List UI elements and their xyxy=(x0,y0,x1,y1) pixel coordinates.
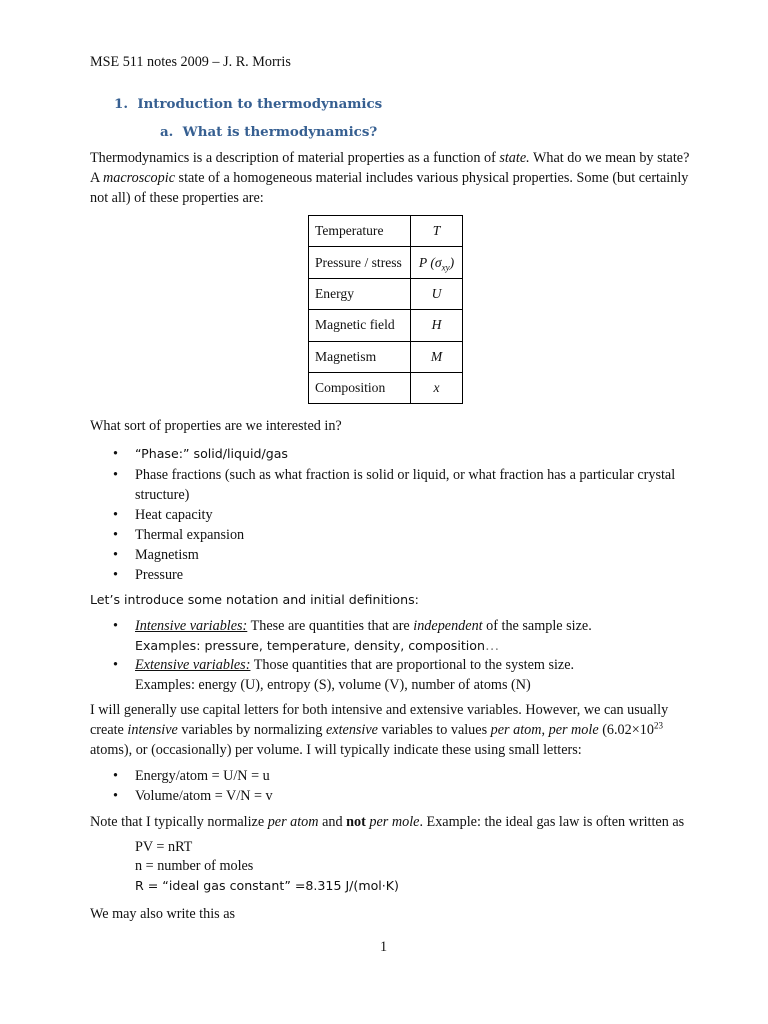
not-term: not xyxy=(346,814,366,830)
symbol-text: P (σ xyxy=(418,254,442,270)
property-symbol: T xyxy=(411,216,463,247)
list-item-text: structure) xyxy=(135,487,190,503)
equation: PV = nRT xyxy=(135,839,193,855)
list-item xyxy=(90,616,690,656)
list-item-text: Volume/atom = V/N = v xyxy=(135,788,273,804)
bullet-marker: • xyxy=(113,507,118,523)
bullet-marker: • xyxy=(113,547,118,563)
interest-question: What sort of properties are we interested in? xyxy=(90,418,342,434)
list-item-text: These are quantities that are xyxy=(247,618,414,634)
subsection-letter: a. xyxy=(160,124,174,140)
list-item xyxy=(90,465,690,505)
list-item xyxy=(90,655,690,695)
paragraph-text: Note that I typically normalize xyxy=(90,814,268,830)
paragraph-text: and xyxy=(318,814,347,830)
normalized-list xyxy=(90,766,690,806)
intro-state-term: state. xyxy=(499,150,530,166)
list-item xyxy=(90,565,690,585)
bullet-marker: • xyxy=(113,618,118,634)
paragraph-text: (6.02×10 xyxy=(598,722,654,738)
table-row xyxy=(309,216,463,247)
bullet-marker: • xyxy=(113,788,118,804)
ellipsis: … xyxy=(484,638,500,654)
list-item xyxy=(90,786,690,806)
paragraph-text: . Example: the ideal gas law is often written as xyxy=(419,814,685,830)
intensive-label: Intensive variables: xyxy=(135,618,248,634)
extensive-examples: Examples: energy (U), entropy (S), volume (V), number of atoms (N) xyxy=(135,677,531,693)
property-name: Energy xyxy=(309,278,411,309)
property-symbol: U xyxy=(411,278,463,309)
extensive-label: Extensive variables: xyxy=(135,657,251,673)
per-mole-term: per mole xyxy=(369,814,420,830)
page-number: 1 xyxy=(380,939,388,955)
section-heading xyxy=(114,94,382,114)
interest-list xyxy=(90,444,690,585)
intensive-term: intensive xyxy=(127,722,178,738)
properties-table xyxy=(308,215,463,404)
intro-text: A xyxy=(90,170,104,186)
intro-text: state of a homogeneous material includes various physical properties. Some (but certainly xyxy=(175,170,689,186)
avogadro-exponent: 23 xyxy=(653,720,663,731)
page-header: MSE 511 notes 2009 – J. R. Morris xyxy=(90,54,291,70)
list-item xyxy=(90,525,690,545)
property-symbol xyxy=(411,247,463,278)
property-name: Magnetism xyxy=(309,341,411,372)
intro-macroscopic-term: macroscopic xyxy=(103,170,175,186)
property-name: Magnetic field xyxy=(309,310,411,341)
list-item-text: Pressure xyxy=(135,567,184,583)
closing-text: We may also write this as xyxy=(90,906,236,922)
independent-term: independent xyxy=(413,618,483,634)
definition: n = number of moles xyxy=(135,858,254,874)
subsection-heading xyxy=(160,122,377,142)
list-item-text: “Phase:” solid/liquid/gas xyxy=(135,446,288,461)
table-row xyxy=(309,372,463,403)
list-item xyxy=(90,444,690,464)
list-item-text: Phase fractions (such as what fraction is solid or liquid, or what fraction has a particular crystal xyxy=(135,467,676,483)
property-name: Composition xyxy=(309,372,411,403)
capitals-paragraph xyxy=(90,700,690,760)
bullet-marker: • xyxy=(113,527,118,543)
table-row xyxy=(309,278,463,309)
list-item-text: Thermal expansion xyxy=(135,527,245,543)
paragraph-text: atoms), or (occasionally) per volume. I will typically indicate these using small letters: xyxy=(90,742,582,758)
intro-paragraph xyxy=(90,148,690,208)
property-symbol: M xyxy=(411,341,463,372)
intro-text: Thermodynamics is a description of material properties as a function of xyxy=(90,150,500,166)
paragraph-text: variables by normalizing xyxy=(177,722,326,738)
bullet-marker: • xyxy=(113,467,118,483)
paragraph-text: I will generally use capital letters for both intensive and extensive variables. However, we can usually xyxy=(90,702,669,718)
section-title: Introduction to thermodynamics xyxy=(137,96,383,112)
list-item xyxy=(90,505,690,525)
table-row xyxy=(309,341,463,372)
intro-text: What do we mean by state? xyxy=(529,150,690,166)
paragraph-text: , xyxy=(541,722,549,738)
table-row xyxy=(309,310,463,341)
property-name: Temperature xyxy=(309,216,411,247)
property-name: Pressure / stress xyxy=(309,247,411,278)
per-mole-term: per mole xyxy=(548,722,599,738)
intro-text: not all) of these properties are: xyxy=(90,190,264,206)
property-symbol: x xyxy=(411,372,463,403)
list-item-text: Magnetism xyxy=(135,547,199,563)
bullet-marker: • xyxy=(113,567,118,583)
note-paragraph xyxy=(90,812,684,832)
paragraph-text: variables to values xyxy=(377,722,491,738)
extensive-term: extensive xyxy=(325,722,378,738)
intensive-examples: Examples: pressure, temperature, density, composition xyxy=(135,638,485,653)
bullet-marker: • xyxy=(113,446,118,462)
list-item-text: of the sample size. xyxy=(482,618,592,634)
per-atom-term: per atom xyxy=(490,722,542,738)
list-item-text: Those quantities that are proportional to the system size. xyxy=(250,657,575,673)
definition: R = “ideal gas constant” =8.315 J/(mol·K) xyxy=(135,878,399,893)
list-item-text: Heat capacity xyxy=(135,507,213,523)
bullet-marker: • xyxy=(113,768,118,784)
bullet-marker: • xyxy=(113,657,118,673)
per-atom-term: per atom xyxy=(267,814,319,830)
table-row xyxy=(309,247,463,278)
property-symbol: H xyxy=(411,310,463,341)
list-item-text: Energy/atom = U/N = u xyxy=(135,768,270,784)
paragraph-text: create xyxy=(90,722,128,738)
notation-list xyxy=(90,616,690,695)
list-item xyxy=(90,766,690,786)
gas-law-block xyxy=(135,838,399,896)
symbol-subscript: xy xyxy=(441,262,450,273)
list-item xyxy=(90,545,690,565)
notation-intro: Let’s introduce some notation and initial definitions: xyxy=(90,592,419,607)
subsection-title: What is thermodynamics? xyxy=(182,124,378,140)
section-number: 1. xyxy=(114,96,128,112)
symbol-text: ) xyxy=(449,254,455,270)
